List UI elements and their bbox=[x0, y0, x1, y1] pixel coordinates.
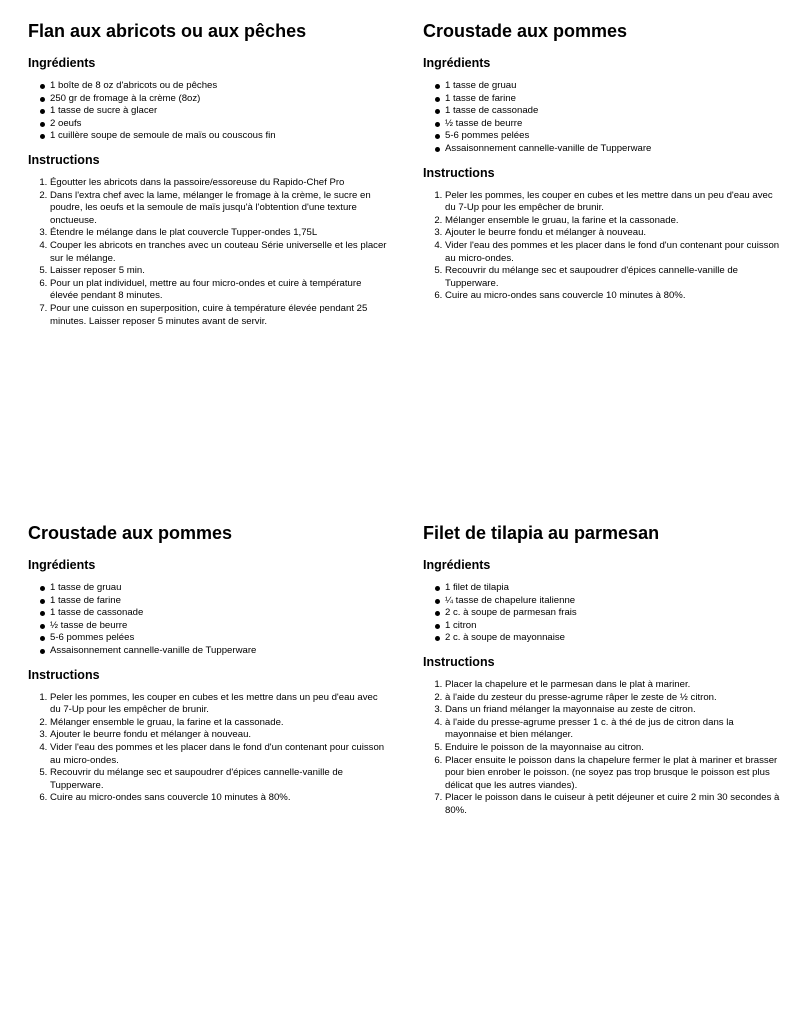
instruction-step: 1. Placer la chapelure et le parmesan dans le plat à mariner. bbox=[445, 679, 783, 692]
recipe-card bbox=[28, 522, 388, 805]
instruction-step: 4. à l'aide du presse-agrume presser 1 c. à thé de jus de citron dans la mayonnaise et bien mélanger. bbox=[445, 717, 783, 742]
ingredients-list bbox=[28, 80, 388, 143]
ingredient-item: 1 tasse de cassonade bbox=[28, 607, 388, 620]
recipe-card bbox=[423, 522, 783, 818]
instructions-heading: Instructions bbox=[423, 654, 495, 669]
ingredient-item: 1 tasse de gruau bbox=[28, 582, 388, 595]
ingredient-item: Assaisonnement cannelle-vanille de Tupperware bbox=[28, 645, 388, 658]
ingredient-item: 1 tasse de gruau bbox=[423, 80, 783, 93]
instruction-step: 6. Pour un plat individuel, mettre au four micro-ondes et cuire à température élevée pendant 8 minutes. bbox=[50, 278, 388, 303]
ingredient-item: Assaisonnement cannelle-vanille de Tupperware bbox=[423, 143, 783, 156]
ingredient-item: 1 filet de tilapia bbox=[423, 582, 783, 595]
recipe-title: Croustade aux pommes bbox=[423, 21, 628, 41]
recipe-card bbox=[423, 20, 783, 303]
ingredients-list bbox=[423, 582, 783, 645]
instruction-step: 1. Peler les pommes, les couper en cubes et les mettre dans un peu d'eau avec du 7-Up pour les empêcher de brunir. bbox=[50, 692, 388, 717]
ingredient-item: ½ tasse de beurre bbox=[423, 118, 783, 131]
ingredient-item: ¼ tasse de chapelure italienne bbox=[423, 595, 783, 608]
ingredient-item: 250 gr de fromage à la crème (8oz) bbox=[28, 93, 388, 106]
instruction-step: 2. Mélanger ensemble le gruau, la farine et la cassonade. bbox=[50, 717, 388, 730]
instruction-step: 3. Ajouter le beurre fondu et mélanger à nouveau. bbox=[445, 227, 783, 240]
recipe-title: Filet de tilapia au parmesan bbox=[423, 523, 660, 543]
instruction-step: 3. Dans un friand mélanger la mayonnaise au zeste de citron. bbox=[445, 704, 783, 717]
instructions-heading: Instructions bbox=[28, 667, 100, 682]
ingredient-item: 5-6 pommes pelées bbox=[423, 130, 783, 143]
ingredient-item: 2 oeufs bbox=[28, 118, 388, 131]
instruction-step: 1. Égoutter les abricots dans la passoire/essoreuse du Rapido-Chef Pro bbox=[50, 177, 388, 190]
ingredients-heading: Ingrédients bbox=[28, 558, 96, 572]
instructions-list bbox=[423, 679, 783, 818]
instruction-step: 2. à l'aide du zesteur du presse-agrume râper le zeste de ½ citron. bbox=[445, 692, 783, 705]
ingredients-list bbox=[423, 80, 783, 156]
ingredient-item: 5-6 pommes pelées bbox=[28, 632, 388, 645]
instruction-step: 5. Enduire le poisson de la mayonnaise au citron. bbox=[445, 742, 783, 755]
instruction-step: 5. Recouvrir du mélange sec et saupoudrer d'épices cannelle-vanille de Tupperware. bbox=[445, 265, 783, 290]
ingredient-item: 1 boîte de 8 oz d'abricots ou de pêches bbox=[28, 80, 388, 93]
ingredient-item: 1 tasse de farine bbox=[423, 93, 783, 106]
ingredient-item: 2 c. à soupe de parmesan frais bbox=[423, 607, 783, 620]
instruction-step: 6. Cuire au micro-ondes sans couvercle 10 minutes à 80%. bbox=[445, 290, 783, 303]
instruction-step: 7. Pour une cuisson en superposition, cuire à température élevée pendant 25 minutes. Laisser reposer 5 minutes avant de servir. bbox=[50, 303, 388, 328]
ingredient-item: 1 tasse de sucre à glacer bbox=[28, 105, 388, 118]
instructions-heading: Instructions bbox=[28, 152, 100, 167]
ingredient-item: 1 citron bbox=[423, 620, 783, 633]
ingredients-heading: Ingrédients bbox=[423, 558, 491, 572]
instruction-step: 7. Placer le poisson dans le cuiseur à petit déjeuner et cuire 2 min 30 secondes à 80%. bbox=[445, 792, 783, 817]
instructions-list bbox=[423, 190, 783, 303]
instruction-step: 1. Peler les pommes, les couper en cubes et les mettre dans un peu d'eau avec du 7-Up pour les empêcher de brunir. bbox=[445, 190, 783, 215]
recipe-title: Flan aux abricots ou aux pêches bbox=[28, 21, 307, 41]
instruction-step: 4. Couper les abricots en tranches avec un couteau Série universelle et les placer sur le mélange. bbox=[50, 240, 388, 265]
ingredient-item: 1 cuillère soupe de semoule de maïs ou couscous fin bbox=[28, 130, 388, 143]
instruction-step: 3. Étendre le mélange dans le plat couvercle Tupper-ondes 1,75L bbox=[50, 227, 388, 240]
recipe-card bbox=[28, 20, 388, 328]
instruction-step: 5. Laisser reposer 5 min. bbox=[50, 265, 388, 278]
instruction-step: 6. Cuire au micro-ondes sans couvercle 10 minutes à 80%. bbox=[50, 792, 388, 805]
instruction-step: 5. Recouvrir du mélange sec et saupoudrer d'épices cannelle-vanille de Tupperware. bbox=[50, 767, 388, 792]
ingredient-item: 2 c. à soupe de mayonnaise bbox=[423, 632, 783, 645]
ingredients-heading: Ingrédients bbox=[423, 56, 491, 70]
ingredient-item: ½ tasse de beurre bbox=[28, 620, 388, 633]
instruction-step: 2. Dans l'extra chef avec la lame, mélanger le fromage à la crème, le sucre en poudre, les oeufs et la semoule de maïs jusqu'à l'obtention d'une texture onctueuse. bbox=[50, 190, 388, 228]
ingredients-heading: Ingrédients bbox=[28, 56, 96, 70]
instruction-step: 2. Mélanger ensemble le gruau, la farine et la cassonade. bbox=[445, 215, 783, 228]
instruction-step: 4. Vider l'eau des pommes et les placer dans le fond d'un contenant pour cuisson au micro-ondes. bbox=[445, 240, 783, 265]
ingredient-item: 1 tasse de cassonade bbox=[423, 105, 783, 118]
ingredients-list bbox=[28, 582, 388, 658]
instructions-heading: Instructions bbox=[423, 165, 495, 180]
instruction-step: 4. Vider l'eau des pommes et les placer dans le fond d'un contenant pour cuisson au micro-ondes. bbox=[50, 742, 388, 767]
instructions-list bbox=[28, 692, 388, 805]
ingredient-item: 1 tasse de farine bbox=[28, 595, 388, 608]
instruction-step: 3. Ajouter le beurre fondu et mélanger à nouveau. bbox=[50, 729, 388, 742]
instruction-step: 6. Placer ensuite le poisson dans la chapelure fermer le plat à mariner et brasser pour bien enrober le poisson. (ne soyez pas trop brusque le poisson est plus délicat que les autres viandes). bbox=[445, 755, 783, 793]
recipe-title: Croustade aux pommes bbox=[28, 523, 233, 543]
instructions-list bbox=[28, 177, 388, 328]
